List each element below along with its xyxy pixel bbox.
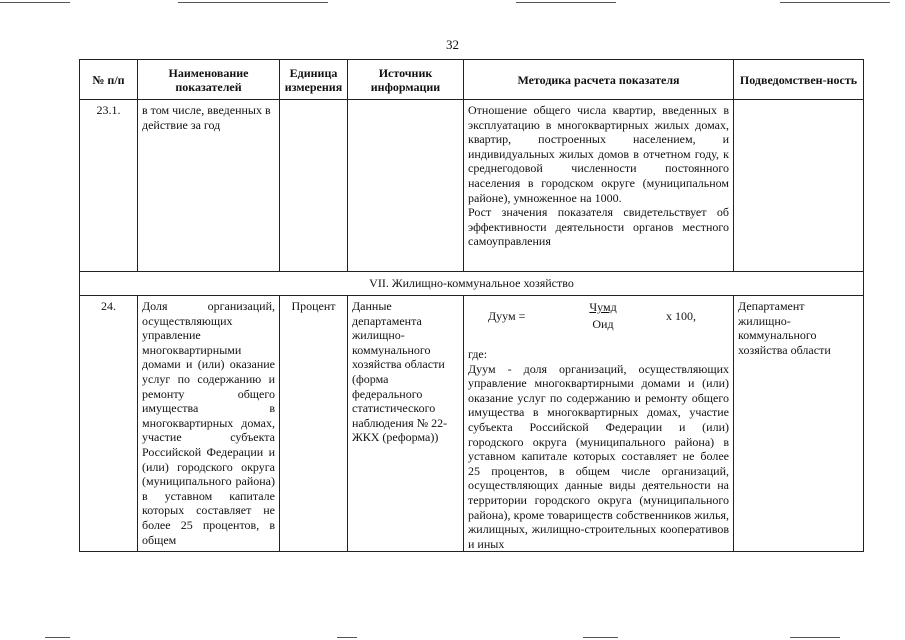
indicators-table	[79, 59, 864, 552]
source-cell: Данные департамента жилищно-коммунального хозяйства области (форма федерального статистического наблюдения № 22-ЖКХ (реформа))	[348, 296, 464, 552]
top-edge-mark	[516, 2, 616, 3]
header-name: Наименование показателей	[138, 60, 280, 100]
header-unit: Единица измерения	[280, 60, 348, 100]
bottom-edge-mark	[790, 637, 840, 638]
formula-denominator: Оид	[592, 317, 614, 331]
header-source: Источник информации	[348, 60, 464, 100]
unit-cell: Процент	[280, 296, 348, 552]
method-paragraph: Рост значения показателя свидетельствует об эффективности деятельности органов местного самоуправления	[468, 205, 729, 249]
top-edge-mark	[0, 2, 70, 3]
bottom-edge-mark	[337, 637, 357, 638]
table-header-row	[80, 60, 864, 100]
formula-numerator: Чумд	[589, 300, 617, 315]
unit-cell	[280, 100, 348, 272]
table-row	[80, 100, 864, 272]
dept-cell: Департамент жилищно-коммунального хозяйства области	[734, 296, 864, 552]
formula-multiplier: x 100,	[666, 308, 696, 323]
row-number: 24.	[80, 296, 138, 552]
header-method: Методика расчета показателя	[464, 60, 734, 100]
section-row	[80, 272, 864, 296]
row-number: 23.1.	[80, 100, 138, 272]
bottom-edge-mark	[583, 637, 618, 638]
top-edge-mark	[780, 2, 890, 3]
formula-fraction	[568, 300, 638, 331]
source-cell	[348, 100, 464, 272]
indicator-name: Доля организаций, осуществляющих управление многоквартирными домами и (или) оказание услуг по содержанию и ремонту общего имущества в многоквартирных домах, участие субъекта Российской Федерации и (или) городского округа (муниципального района) в уставном капитале которых составляет не более 25 процентов, в общем	[138, 296, 280, 552]
header-num: № п/п	[80, 60, 138, 100]
section-title: VII. Жилищно-коммунальное хозяйство	[80, 272, 864, 296]
method-paragraph: Дуум - доля организаций, осуществляющих управление многоквартирными домами и (или) оказание услуг по содержанию и ремонту общего имущества в многоквартирных домах, участие субъекта Российской Федерации и (или) городского округа (муниципального района) в уставном капитале которых составляет не более 25 процентов, в общем числе организаций, осуществляющих данные виды деятельности на территории городского округа (муниципального района), кроме товариществ собственников жилья, жилищных, жилищно-строительных кооперативов и иных	[468, 361, 729, 551]
bottom-edge-mark	[45, 637, 70, 638]
method-cell	[464, 100, 734, 272]
indicator-name: в том числе, введенных в действие за год	[138, 100, 280, 272]
page-number: 32	[446, 37, 459, 52]
where-label: где:	[468, 347, 488, 361]
top-edge-mark	[178, 2, 328, 3]
table-row	[80, 296, 864, 552]
formula	[468, 299, 729, 333]
method-cell	[464, 296, 734, 552]
method-paragraph: Отношение общего числа квартир, введенных в эксплуатацию в многоквартирных жилых домах, квартир, построенных населением, и индивидуальных жилых домов в отчетном году, к среднегодовой численности постоянного населения в городском округе (муниципальном районе), умноженное на 1000.	[468, 103, 729, 205]
formula-lhs: Дуум =	[488, 308, 526, 323]
dept-cell	[734, 100, 864, 272]
header-dept: Подведомствен-ность	[734, 60, 864, 100]
